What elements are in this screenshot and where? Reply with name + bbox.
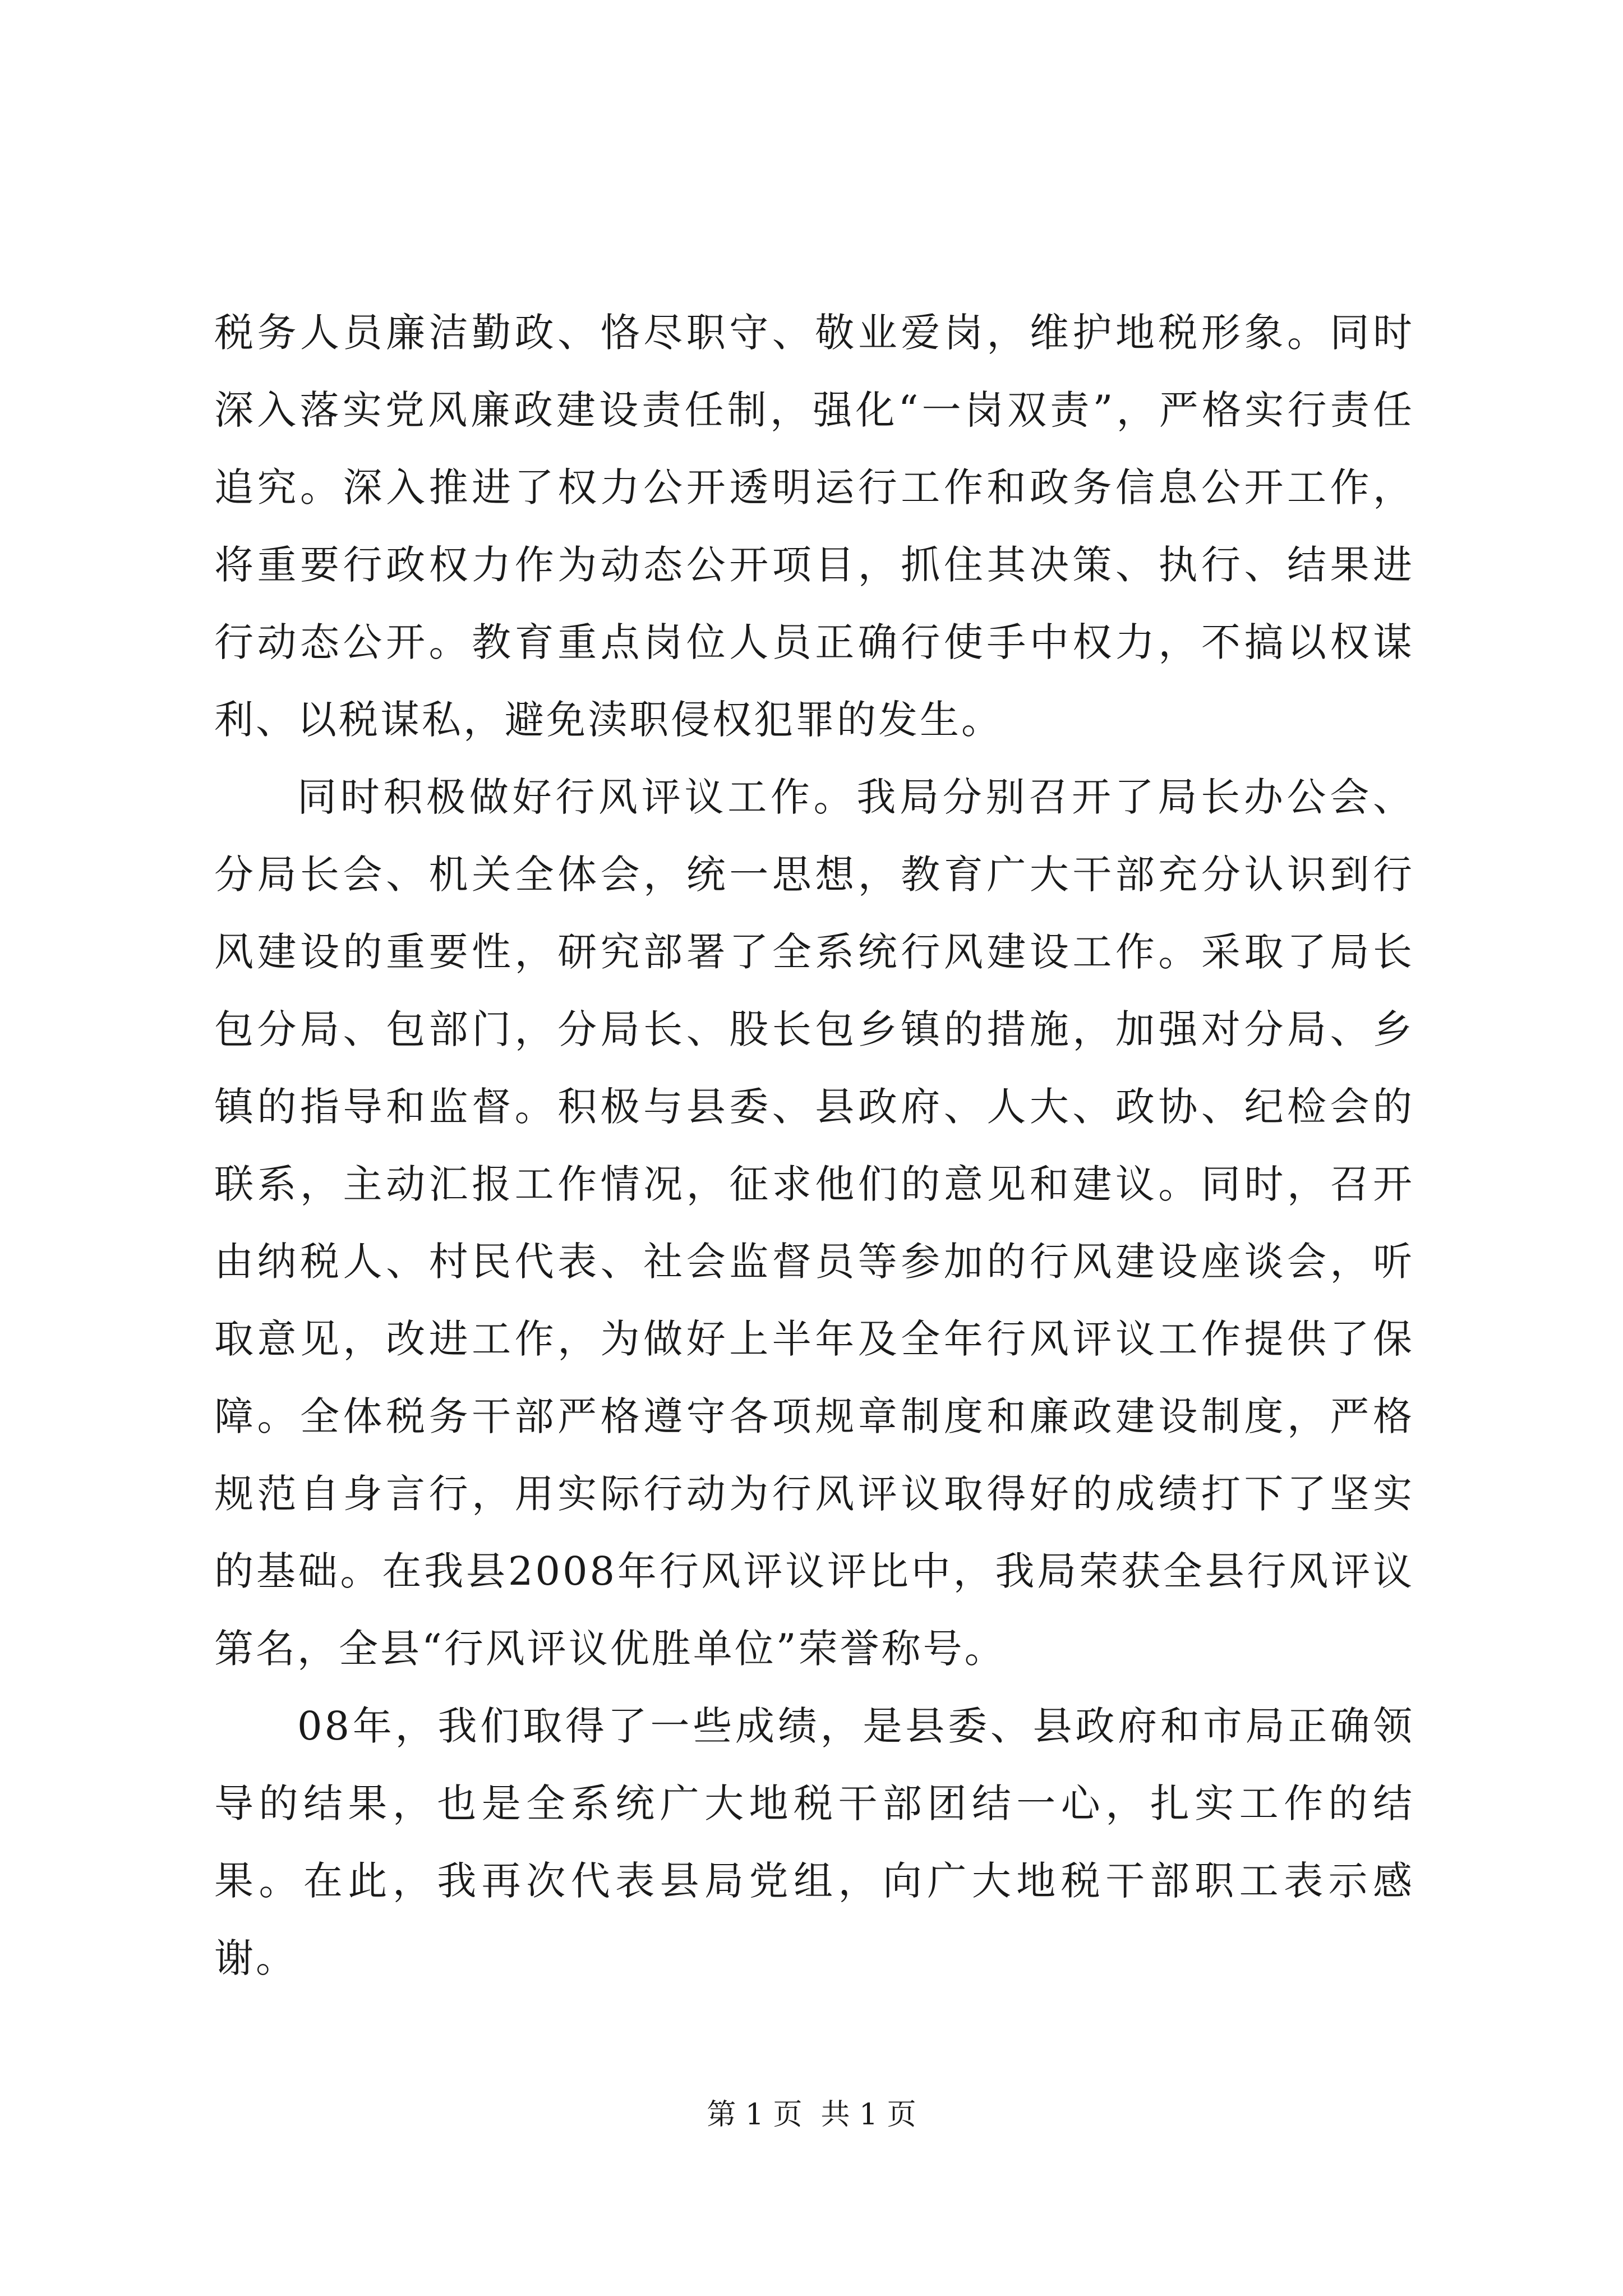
page-number-label: 第 1 页 共 1 页: [707, 2098, 916, 2132]
paragraph-3: 08年，我们取得了一些成绩，是县委、县政府和市局正确领导的结果，也是全系统广大地税干部团结一心，扎实工作的结果。在此，我再次代表县局党组，向广大地税干部职工表示感谢。: [214, 1703, 1414, 1981]
paragraph-2: 同时积极做好行风评议工作。我局分别召开了局长办公会、分局长会、机关全体会，统一思想，教育广大干部充分认识到行风建设的重要性，研究部署了全系统行风建设工作。采取了局长包分局、包部门，分局长、股长包乡镇的措施，加强对分局、乡镇的指导和监督。积极与县委、县政府、人大、政协、纪检会的联系，主动汇报工作情况，征求他们的意见和建议。同时，召开由纳税人、村民代表、社会监督员等参加的行风建设座谈会，听取意见，改进工作，为做好上半年及全年行风评议工作提供了保障。全体税务干部严格遵守各项规章制度和廉政建设制度，严格规范自身言行，用实际行动为行风评议取得好的成绩打下了坚实的基础。在我县2008年行风评议评比中，我局荣获全县行风评议第名，全县“行风评议优胜单位”荣誉称号。: [214, 774, 1414, 1672]
paragraph-1: 税务人员廉洁勤政、恪尽职守、敬业爱岗，维护地税形象。同时深入落实党风廉政建设责任制，强化“一岗双责”，严格实行责任追究。深入推进了权力公开透明运行工作和政务信息公开工作，将重要行政权力作为动态公开项目，抓住其决策、执行、结果进行动态公开。教育重点岗位人员正确行使手中权力，不搞以权谋利、以税谋私，避免渎职侵权犯罪的发生。: [214, 310, 1414, 743]
page-footer: [0, 2095, 1623, 2134]
document-body: [214, 294, 1414, 1997]
